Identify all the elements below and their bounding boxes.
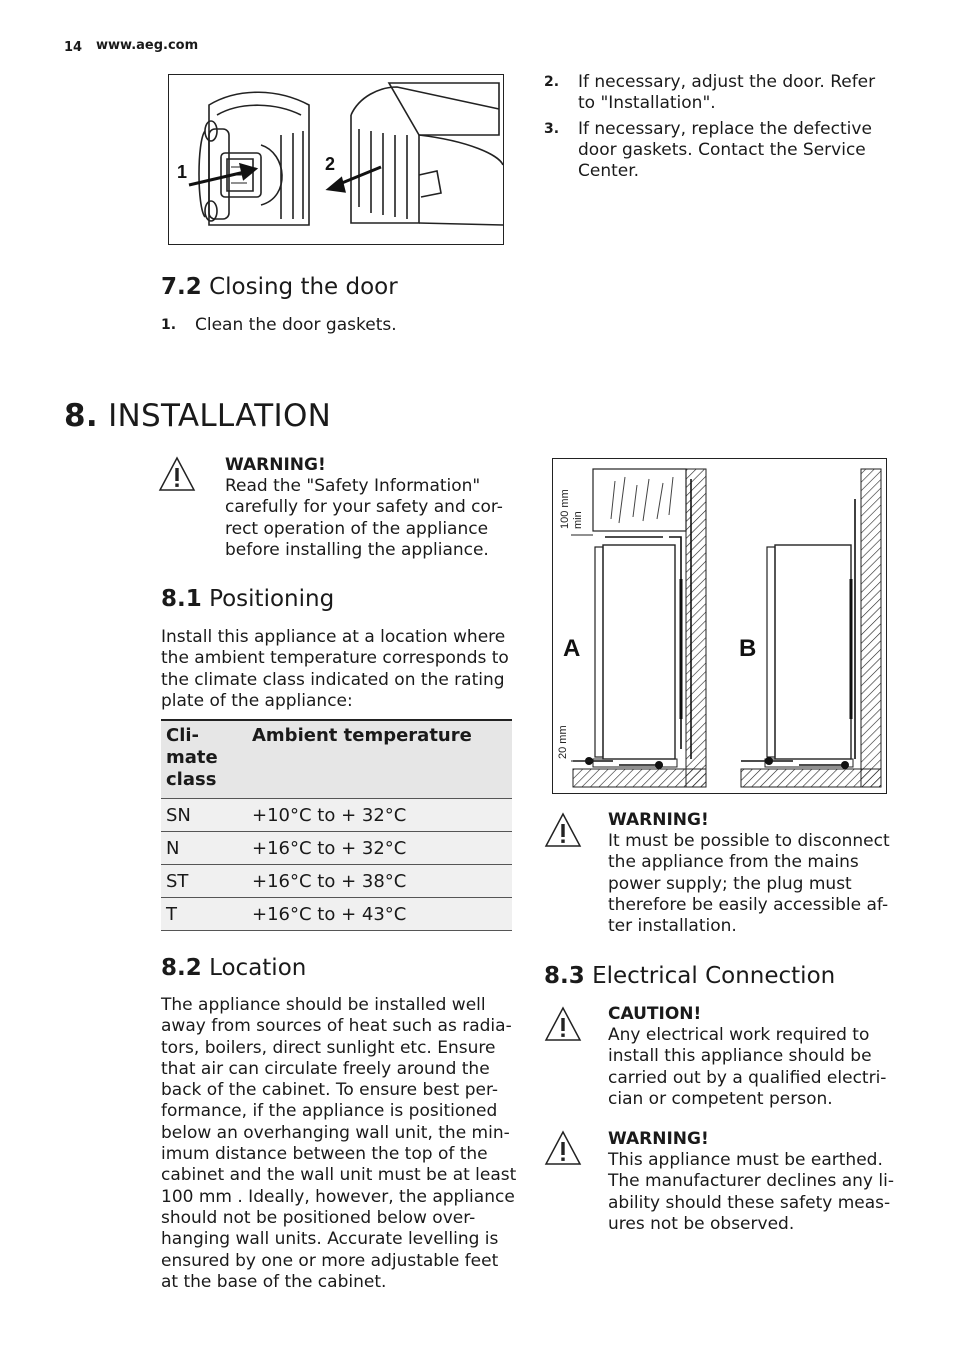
cell-class: T xyxy=(161,898,247,931)
col-header-temp: Ambient temperature xyxy=(247,720,512,799)
table-row xyxy=(161,898,512,931)
warning-title: WARNING! xyxy=(608,1129,709,1149)
dim-bottom-label: 20 mm xyxy=(557,725,569,759)
section-title: Closing the door xyxy=(209,274,398,300)
section-8-3-heading xyxy=(544,962,835,990)
warning-text: This appliance must be earthed. The manufacturer declines any li-ability should these safety meas-ures not be observed. xyxy=(608,1150,894,1234)
section-title: Positioning xyxy=(209,586,335,612)
chapter-title: INSTALLATION xyxy=(108,398,332,434)
section-number: 7.2 xyxy=(161,274,202,300)
cell-temp: +16°C to + 38°C xyxy=(247,865,512,898)
dim-top-label: 100 mm xyxy=(559,489,571,529)
section-number: 8.2 xyxy=(161,955,202,981)
warning-3 xyxy=(608,1129,898,1235)
section-8-2-heading xyxy=(161,954,306,982)
table-header-row xyxy=(161,720,512,799)
section-number: 8.1 xyxy=(161,586,202,612)
caution-icon xyxy=(544,1006,582,1042)
step-number: 2. xyxy=(544,74,560,90)
cell-class: ST xyxy=(161,865,247,898)
warning-text: It must be possible to disconnect the appliance from the mains power supply; the plug must therefore be easily accessible af-ter installation. xyxy=(608,831,890,937)
figure-label-b: B xyxy=(739,635,757,662)
warning-1 xyxy=(225,455,515,561)
warning-icon xyxy=(544,1130,582,1166)
figure-label-a: A xyxy=(563,635,581,662)
step-text: If necessary, adjust the door. Refer to "Installation". xyxy=(578,72,876,114)
steps-top xyxy=(544,72,894,186)
installation-figure xyxy=(552,458,887,794)
figure-label-1: 1 xyxy=(177,162,188,182)
site-url[interactable]: www.aeg.com xyxy=(96,38,199,53)
caution-title: CAUTION! xyxy=(608,1004,702,1024)
cell-temp: +16°C to + 32°C xyxy=(247,832,512,865)
section-7-2-heading xyxy=(161,273,398,301)
table-row xyxy=(161,799,512,832)
door-figure xyxy=(168,74,504,245)
warning-text: Read the "Safety Information" carefully for your safety and cor-rect operation of the appliance before installing the appliance. xyxy=(225,476,503,560)
installation-illustration xyxy=(553,459,886,793)
cell-class: SN xyxy=(161,799,247,832)
chapter-number: 8. xyxy=(64,398,98,434)
caution-1 xyxy=(608,1004,898,1110)
section-8-1-heading xyxy=(161,585,334,613)
col-header-class: Cli-mate class xyxy=(161,720,247,799)
climate-table xyxy=(161,719,512,931)
section-number: 8.3 xyxy=(544,963,585,989)
step-text: Clean the door gaskets. xyxy=(195,315,397,335)
step-number: 1. xyxy=(161,317,177,333)
section-title: Electrical Connection xyxy=(592,963,836,989)
table-row xyxy=(161,832,512,865)
caution-text: Any electrical work required to install this appliance should be carried out by a qualified electri-cian or competent person. xyxy=(608,1025,887,1109)
warning-title: WARNING! xyxy=(225,455,326,475)
chapter-8-heading xyxy=(64,398,331,434)
door-illustration xyxy=(169,75,503,244)
page-number: 14 xyxy=(64,40,83,55)
warning-2 xyxy=(608,810,898,937)
step-1 xyxy=(161,315,521,336)
positioning-text: Install this appliance at a location where the ambient temperature corresponds to the climate class indicated on the rating plate of the appliance: xyxy=(161,627,509,711)
cell-class: N xyxy=(161,832,247,865)
section-7-2-steps xyxy=(161,315,521,340)
figure-label-2: 2 xyxy=(325,154,336,174)
table-row xyxy=(161,865,512,898)
cell-temp: +10°C to + 32°C xyxy=(247,799,512,832)
step-3 xyxy=(544,119,894,183)
section-title: Location xyxy=(209,955,307,981)
step-number: 3. xyxy=(544,120,560,137)
warning-icon xyxy=(158,456,196,492)
step-text: If necessary, replace the defective door gaskets. Contact the Service Center. xyxy=(578,118,872,182)
step-2 xyxy=(544,72,894,115)
location-text: The appliance should be installed well away from sources of heat such as radia-tors, boilers, direct sunlight etc. Ensure that air can circulate freely around the back of the cabinet. To ensure best per-formance, if the appliance is positioned below an overhanging wall unit, the min-imum distance between the top of the cabinet and the wall unit must be at least 100 mm . Ideally, however, the appliance should not be positioned below over-hanging wall units. Accurate levelling is ensured by one or more adjustable feet at the base of the cabinet. xyxy=(161,995,517,1292)
warning-icon xyxy=(544,812,582,848)
warning-title: WARNING! xyxy=(608,810,709,830)
dim-top-min-label: min xyxy=(572,511,584,529)
cell-temp: +16°C to + 43°C xyxy=(247,898,512,931)
